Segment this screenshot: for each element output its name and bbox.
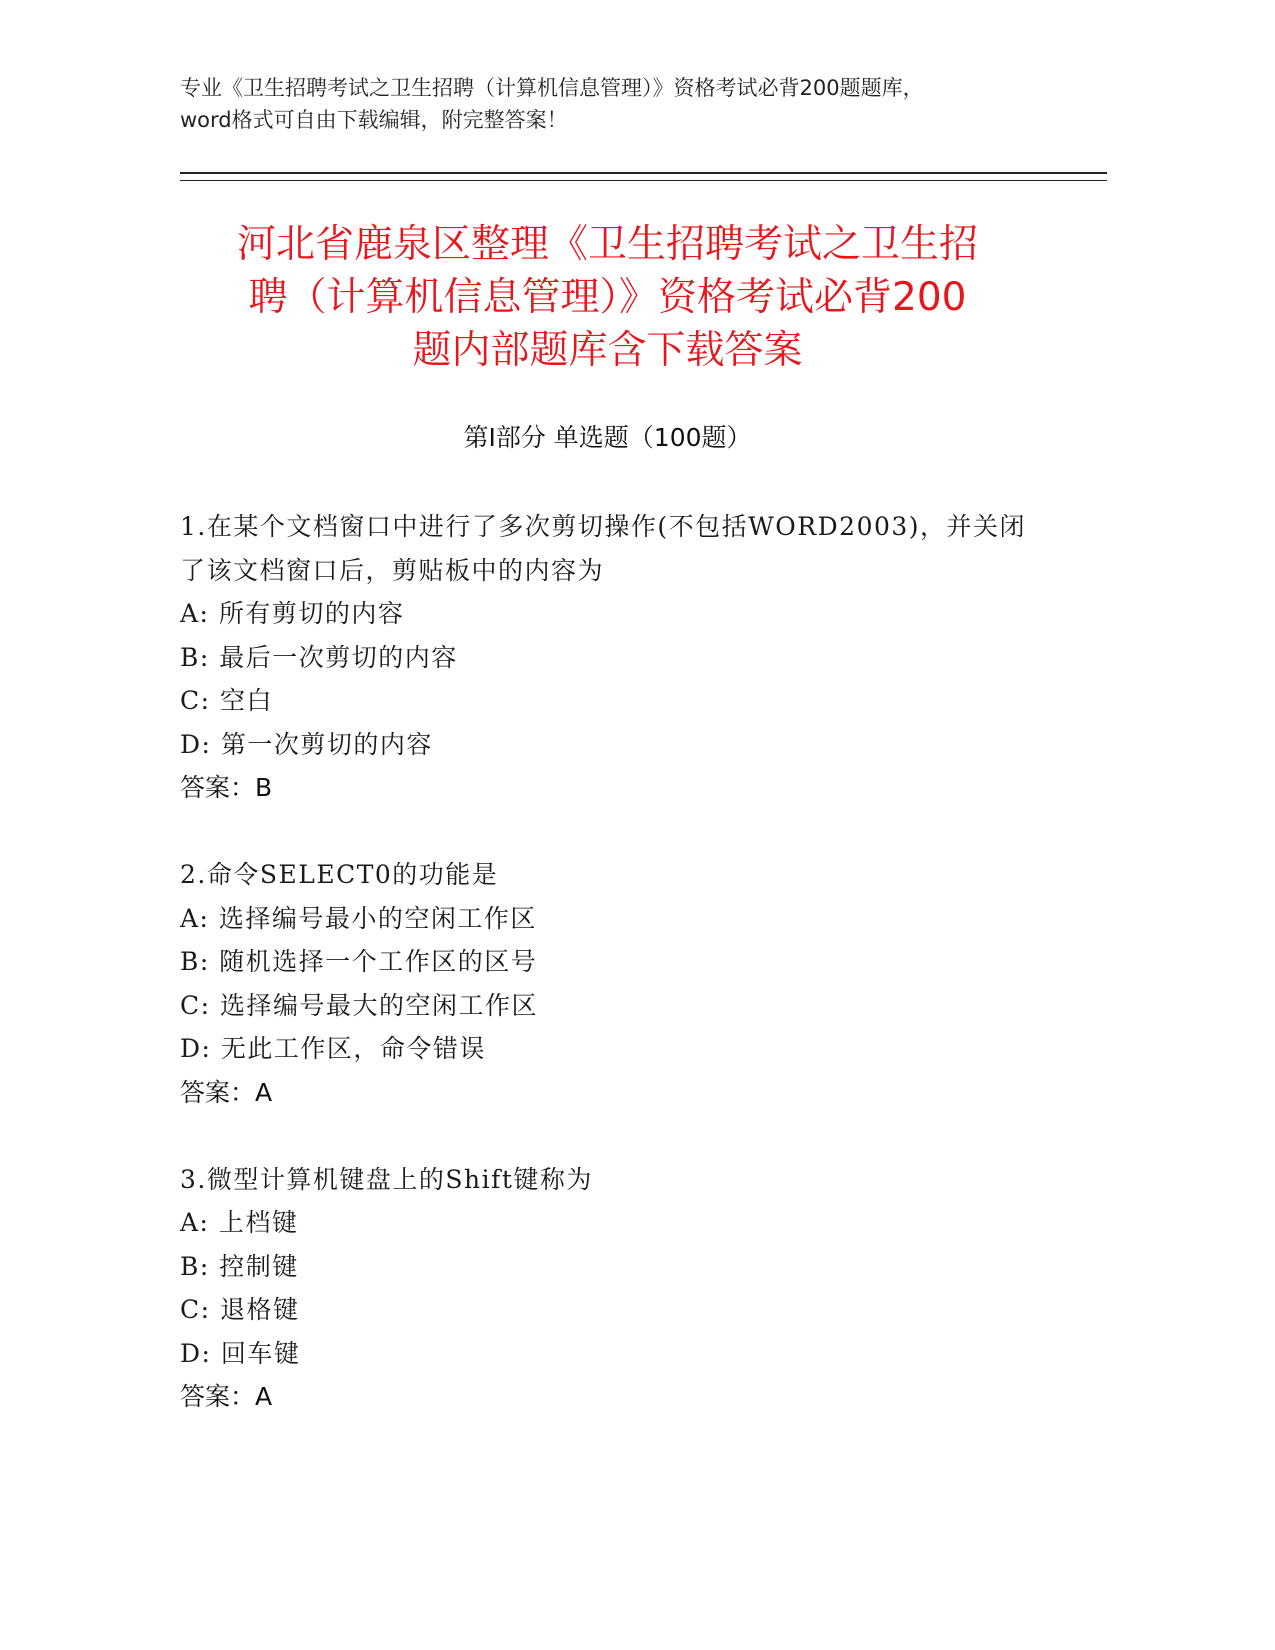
question-3 xyxy=(180,1158,1040,1420)
title-line-2: 聘（计算机信息管理）》资格考试必背200 xyxy=(248,275,967,320)
option-d: D: 无此工作区，命令错误 xyxy=(180,1034,486,1063)
question-stem: 2.命令SELECT0的功能是 xyxy=(180,860,499,889)
header-divider-thick xyxy=(180,172,1107,174)
option-a: A: 所有剪切的内容 xyxy=(180,599,405,628)
title-line-1: 河北省鹿泉区整理《卫生招聘考试之卫生招 xyxy=(236,222,978,267)
question-1 xyxy=(180,505,1040,810)
question-2 xyxy=(180,853,1040,1115)
option-d: D: 第一次剪切的内容 xyxy=(180,729,433,759)
option-a: A: 选择编号最小的空闲工作区 xyxy=(180,903,537,933)
option-b: B: 控制键 xyxy=(180,1251,299,1281)
question-stem: 了该文档窗口后，剪贴板中的内容为 xyxy=(180,555,605,585)
answer: 答案：A xyxy=(180,1077,273,1107)
question-stem: 3.微型计算机键盘上的Shift键称为 xyxy=(180,1164,593,1194)
question-list xyxy=(180,505,1040,1462)
header-note-line-2: word格式可自由下载编辑，附完整答案！ xyxy=(180,108,568,132)
section-heading: 第Ⅰ部分 单选题（100题） xyxy=(463,423,752,452)
option-c: C: 空白 xyxy=(180,686,273,715)
option-c: C: 退格键 xyxy=(180,1295,300,1324)
answer: 答案：A xyxy=(180,1382,273,1411)
option-b: B: 最后一次剪切的内容 xyxy=(180,642,458,672)
option-d: D: 回车键 xyxy=(180,1338,301,1368)
document-header-note xyxy=(180,72,1060,136)
option-c: C: 选择编号最大的空闲工作区 xyxy=(180,990,538,1020)
question-stem: 1.在某个文档窗口中进行了多次剪切操作(不包括WORD2003)，并关闭 xyxy=(180,512,1027,541)
answer: 答案：B xyxy=(180,773,273,802)
title-line-3: 题内部题库含下载答案 xyxy=(412,328,803,373)
header-divider-thin xyxy=(180,180,1107,181)
header-note-line-1: 专业《卫生招聘考试之卫生招聘（计算机信息管理）》资格考试必背200题题库， xyxy=(180,76,924,100)
document-title xyxy=(180,218,1035,377)
option-a: A: 上档键 xyxy=(180,1208,299,1237)
option-b: B: 随机选择一个工作区的区号 xyxy=(180,947,538,976)
